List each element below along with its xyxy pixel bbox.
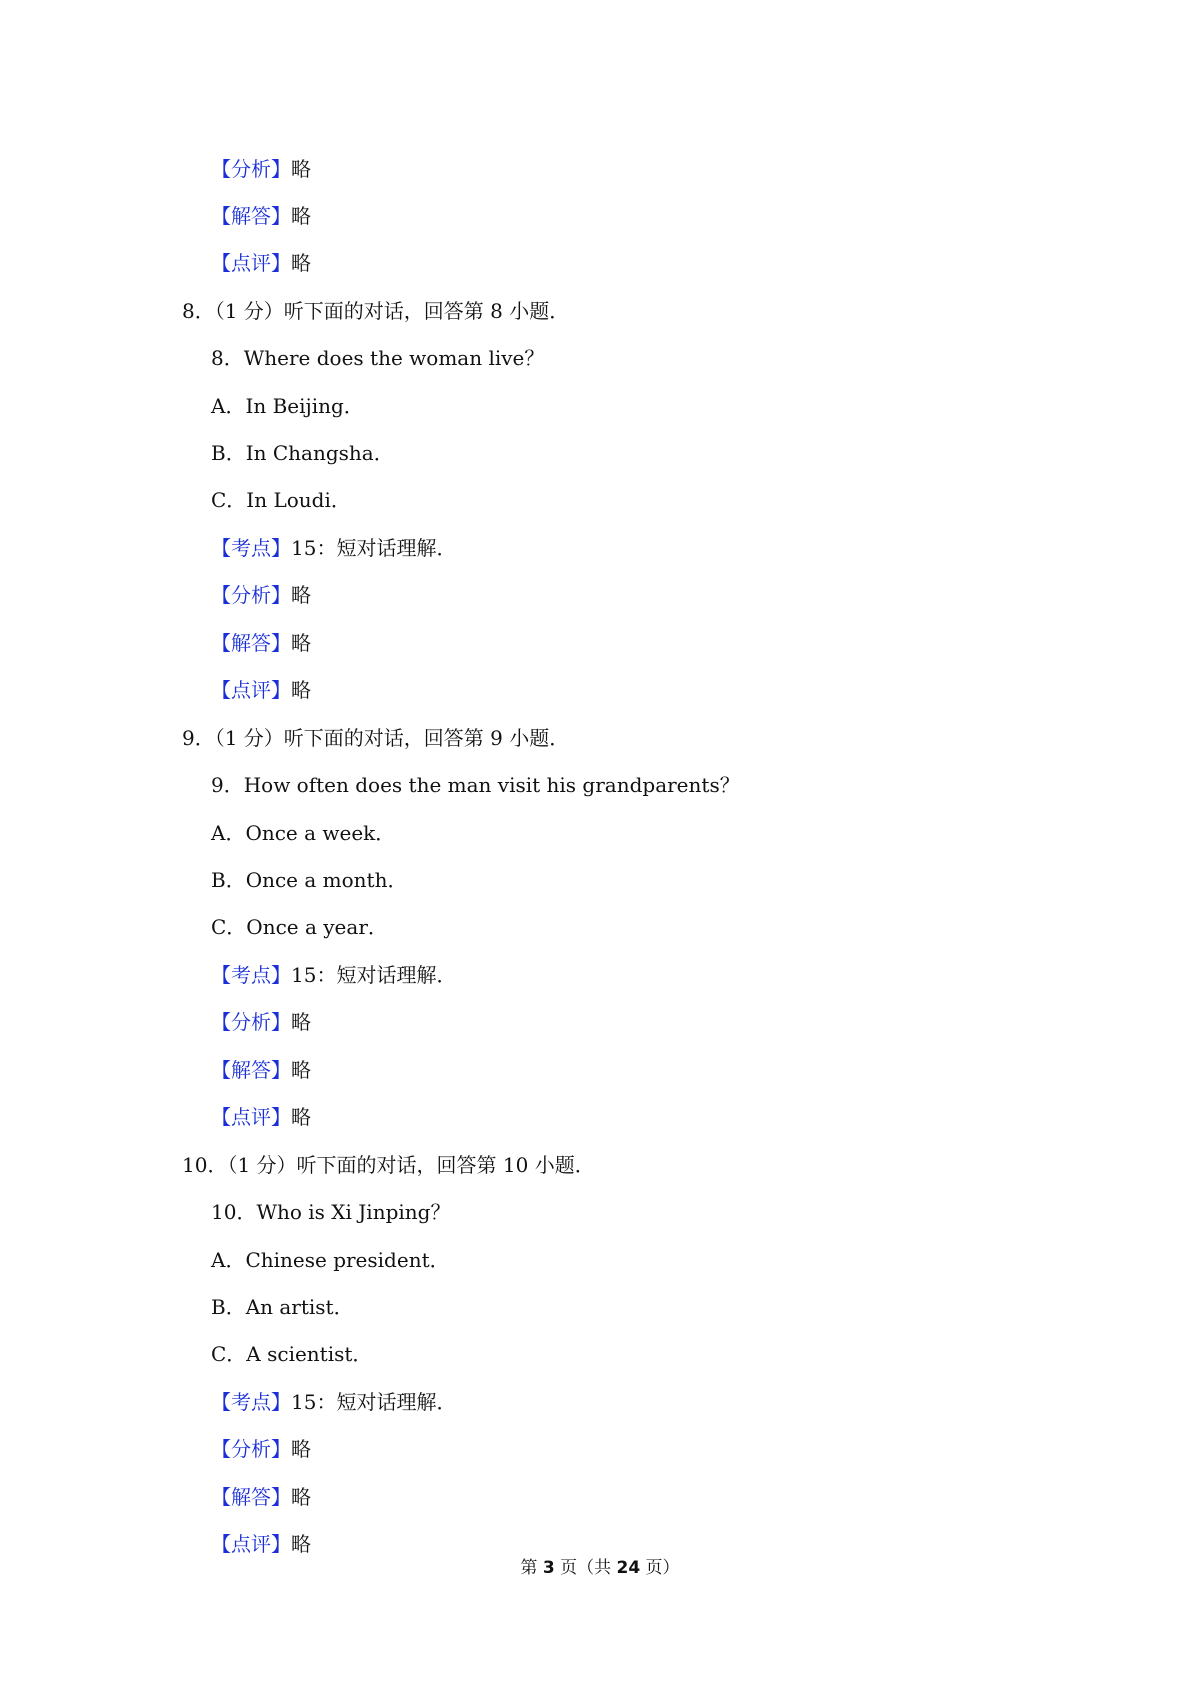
note-tag: 【解答】 (211, 631, 291, 655)
note-tag: 【解答】 (211, 1058, 291, 1082)
note-text: 略 (291, 678, 311, 702)
note-tag: 【分析】 (211, 1010, 291, 1034)
note-answer (211, 1484, 311, 1510)
note-analysis (211, 582, 311, 608)
note-text: 略 (291, 1010, 311, 1034)
note-comment (211, 250, 311, 276)
option-a: A．In Beijing． (211, 394, 364, 418)
note-tag: 【考点】 (211, 536, 291, 560)
question-header: 9．（1 分）听下面的对话，回答第 9 小题． (182, 726, 570, 750)
page-number: 3 (542, 1558, 555, 1578)
note-text: 略 (291, 1058, 311, 1082)
note-comment (211, 1531, 311, 1557)
note-topic (211, 1389, 456, 1415)
note-topic (211, 962, 456, 988)
option-c: C．Once a year． (211, 915, 388, 939)
note-text: 略 (291, 157, 311, 181)
option-a: A．Chinese president． (211, 1248, 450, 1272)
note-tag: 【点评】 (211, 251, 291, 275)
note-tag: 【分析】 (211, 1437, 291, 1461)
note-tag: 【分析】 (211, 583, 291, 607)
note-text: 略 (291, 251, 311, 275)
note-text: 略 (291, 1105, 311, 1129)
option-b: B．In Changsha． (211, 441, 394, 465)
option-b: B．An artist． (211, 1295, 354, 1319)
note-topic (211, 535, 456, 561)
note-text: 15：短对话理解． (291, 963, 457, 987)
option-b: B．Once a month． (211, 868, 408, 892)
note-text: 略 (291, 204, 311, 228)
note-text: 略 (291, 1532, 311, 1556)
note-text: 略 (291, 631, 311, 655)
option-c: C．In Loudi． (211, 488, 351, 512)
note-analysis (211, 156, 311, 182)
note-tag: 【点评】 (211, 1105, 291, 1129)
note-text: 略 (291, 1485, 311, 1509)
note-tag: 【点评】 (211, 678, 291, 702)
option-c: C．A scientist． (211, 1342, 373, 1366)
option-a: A．Once a week． (211, 821, 396, 845)
note-comment (211, 1104, 311, 1130)
note-tag: 【考点】 (211, 963, 291, 987)
note-text: 略 (291, 1437, 311, 1461)
note-answer (211, 1057, 311, 1083)
footer-prefix: 第 (520, 1558, 543, 1578)
note-answer (211, 203, 311, 229)
question-header: 10．（1 分）听下面的对话，回答第 10 小题． (182, 1153, 595, 1177)
footer-middle: 页（共 (554, 1558, 617, 1578)
footer-suffix: 页） (640, 1558, 680, 1578)
question-text: 9．How often does the man visit his grandparents？ (211, 773, 740, 797)
question-text: 8．Where does the woman live？ (211, 346, 545, 370)
note-tag: 【解答】 (211, 1485, 291, 1509)
note-tag: 【考点】 (211, 1390, 291, 1414)
note-analysis (211, 1009, 311, 1035)
note-text: 略 (291, 583, 311, 607)
question-text: 10．Who is Xi Jinping？ (211, 1200, 451, 1224)
note-text: 15：短对话理解． (291, 1390, 457, 1414)
note-text: 15：短对话理解． (291, 536, 457, 560)
note-tag: 【解答】 (211, 204, 291, 228)
page-footer (0, 1557, 1200, 1579)
question-header: 8．（1 分）听下面的对话，回答第 8 小题． (182, 299, 570, 323)
note-answer (211, 630, 311, 656)
note-tag: 【点评】 (211, 1532, 291, 1556)
note-tag: 【分析】 (211, 157, 291, 181)
note-analysis (211, 1436, 311, 1462)
total-pages: 24 (616, 1558, 641, 1578)
note-comment (211, 677, 311, 703)
